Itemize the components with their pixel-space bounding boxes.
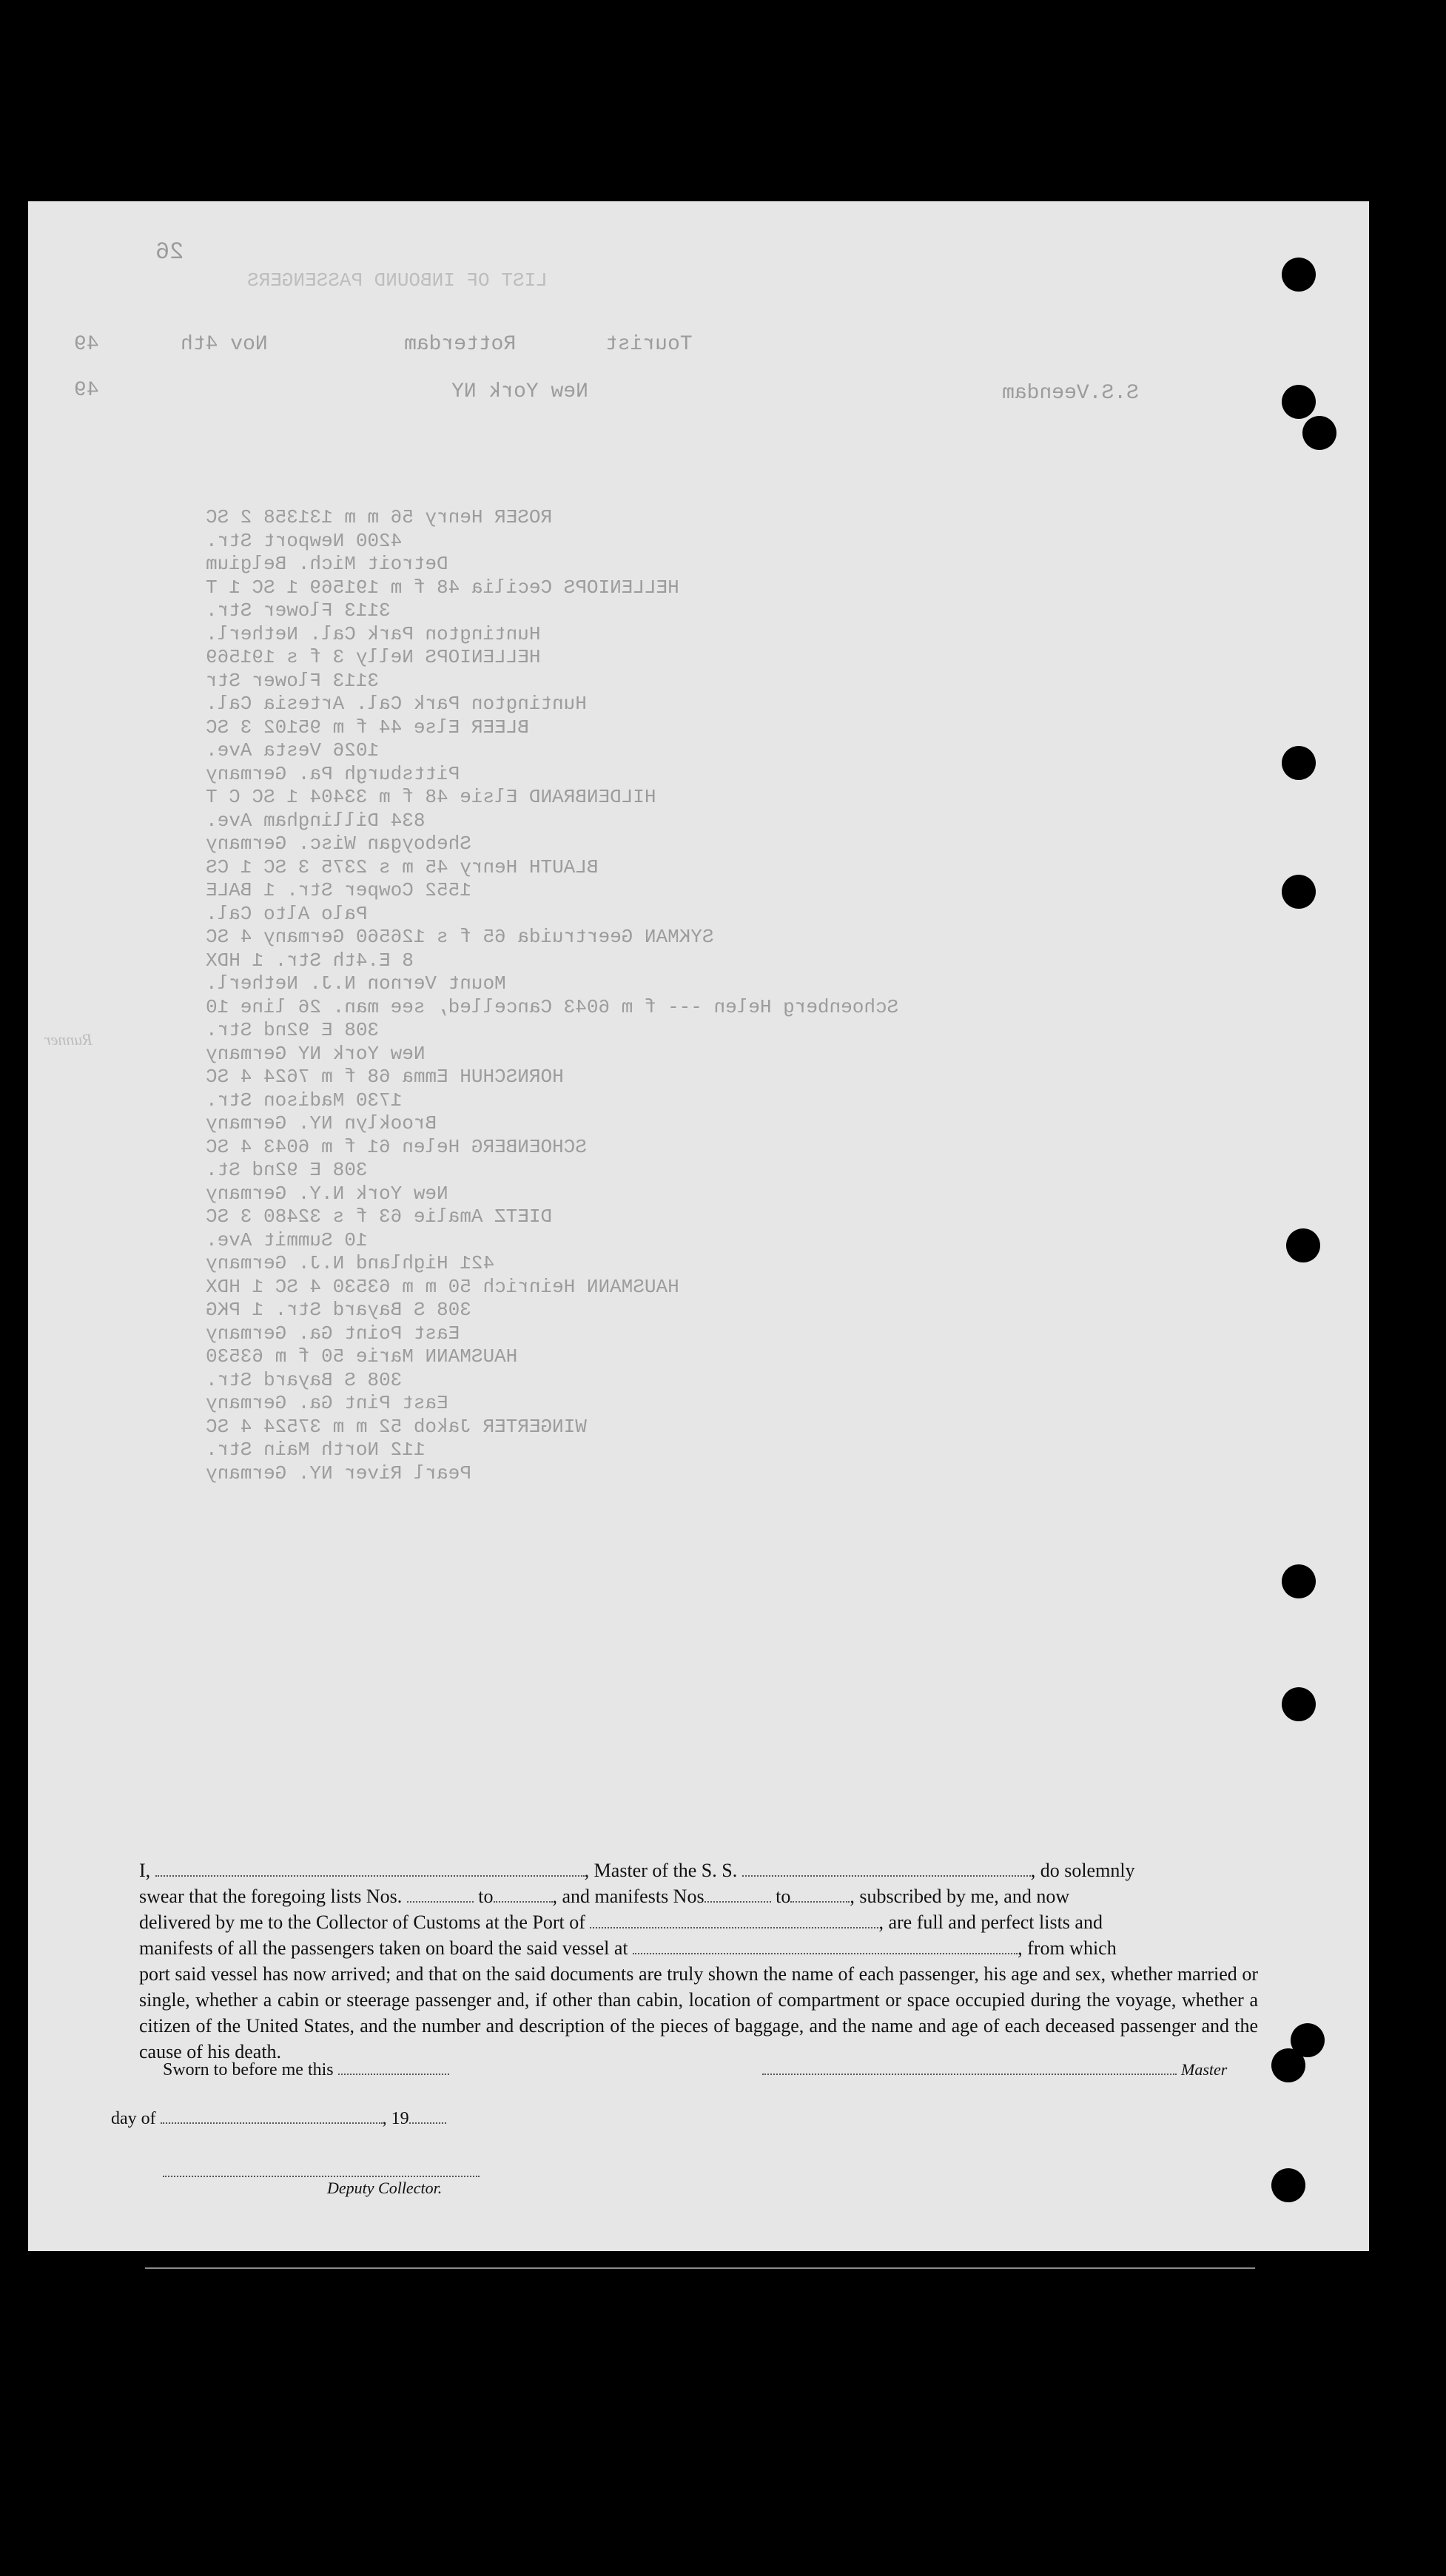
punch-hole	[1282, 875, 1316, 909]
punch-hole	[1302, 416, 1336, 450]
deputy-signature-line	[163, 2176, 480, 2177]
page-number: 26	[155, 238, 184, 266]
punch-hole	[1271, 2048, 1305, 2082]
punch-hole	[1282, 1564, 1316, 1598]
punch-hole	[1271, 2168, 1305, 2202]
passenger-line: HORNSCHUH Emma 68 f m 7624 4 SC	[206, 1066, 564, 1088]
passenger-line: 3113 Flower Str.	[206, 599, 391, 622]
passenger-line: New York NY Germany	[206, 1042, 426, 1065]
deputy-collector-label: Deputy Collector.	[327, 2179, 443, 2197]
punch-hole	[1286, 1228, 1320, 1262]
passenger-line: 834 Dillingham Ave.	[206, 809, 426, 832]
passenger-line: BLEER Else 44 f m 95102 3 SC	[206, 716, 529, 739]
passenger-line: WINGERTER Jakob 52 m m 37524 4 SC	[206, 1415, 587, 1438]
declaration-body: port said vessel has now arrived; and that on the said documents are truly shown the name of each passenger, his age and sex, whether married or single, whether a cabin or steerage passenger and, if other than cabin, location of compartment or space occupied during the voyage, whether a citizen of the United States, and the number and description of the pieces of baggage, and the name and age of each deceased passenger and the cause of his death.	[139, 1963, 1258, 2062]
declaration-line-4: manifests of all the passengers taken on board the said vessel at , from which	[139, 1937, 1117, 1959]
passenger-line: Pittsburgh Pa. Germany	[206, 762, 460, 785]
passenger-line: 3113 Flower Str	[206, 669, 380, 692]
punch-hole	[1282, 1687, 1316, 1721]
passenger-line: 8 E.4th Str. 1 HDX	[206, 949, 414, 972]
passenger-line: 308 E 92nd Str.	[206, 1019, 380, 1041]
passenger-line: Huntington Park Cal. Artesia Cal.	[206, 693, 587, 715]
passenger-line: SCHOENBERG Helen 61 f m 6043 4 SC	[206, 1135, 587, 1158]
bleed-title: LIST OF INBOUND PASSENGERS	[247, 269, 548, 292]
master-signature: Master	[762, 2060, 1227, 2080]
passenger-line: New York N.Y. Germany	[206, 1182, 448, 1205]
passenger-line: Huntington Park Cal. Netherl.	[206, 622, 541, 645]
margin-note: Runner	[44, 1030, 93, 1049]
bleed-year: 49	[74, 333, 99, 356]
bleed-date: Nov 4th	[181, 333, 268, 356]
punch-hole	[1282, 746, 1316, 780]
passenger-line: 1026 Vesta Ave.	[206, 739, 380, 761]
day-of-line: day of , 19	[111, 2109, 446, 2129]
passenger-line: Palo Alto Cal.	[206, 902, 368, 925]
passenger-line: 308 E 92nd St.	[206, 1159, 368, 1181]
passenger-line: 10 Summit Ave.	[206, 1228, 368, 1251]
bleed-port-from: Rotterdam	[404, 333, 517, 356]
passenger-line: Sheboygan Wisc. Germany	[206, 833, 471, 855]
master-declaration	[139, 1857, 1258, 2065]
passenger-line: Schoenberg Helen --- f m 6043 Cancelled, see man. 26 line 10	[206, 995, 899, 1018]
passenger-line: 421 Highland N.J. Germany	[206, 1252, 495, 1274]
manifest-page	[28, 201, 1369, 2251]
passenger-line: 308 S Bayard Str.	[206, 1368, 403, 1391]
passenger-line: ROSER Henry 56 m m 131358 2 SC	[206, 506, 553, 528]
passenger-line: 1552 Cowper Str. 1 BALE	[206, 879, 471, 901]
passenger-line: 1730 Madison Str.	[206, 1089, 403, 1112]
declaration-line-3: delivered by me to the Collector of Customs at the Port of , are full and perfect lists and	[139, 1911, 1103, 1933]
bleed-class: Tourist	[605, 333, 693, 356]
passenger-line: SYKMAN Geertruida 65 f s 126560 Germany 4 SC	[206, 926, 714, 948]
passenger-line: HAUSMANN Marie 50 f m 63530	[206, 1345, 518, 1368]
bleed-arrival-port: New York NY	[451, 380, 588, 403]
passenger-line: HILDENBRAND Elsie 48 f m 33404 1 SC C T	[206, 786, 656, 808]
bleed-year2: 49	[74, 379, 99, 402]
declaration-line-2: swear that the foregoing lists Nos. to , and manifests Nos to , subscribed by me, and now	[139, 1886, 1070, 1907]
bottom-rule	[145, 2267, 1255, 2269]
passenger-line: 112 North Main Str.	[206, 1439, 426, 1461]
passenger-line: 4200 Newport Str.	[206, 529, 403, 552]
passenger-line: BLAUTH Henry 45 m s 2375 3 SC 1 CS	[206, 855, 599, 878]
passenger-line: Detroit Mich. Belgium	[206, 553, 448, 575]
passenger-line: Pearl River NY. Germany	[206, 1462, 471, 1484]
bleed-vessel: S.S.Veendam	[1002, 382, 1139, 405]
punch-hole	[1282, 385, 1316, 419]
passenger-line: 308 S Bayard Str. 1 PKG	[206, 1299, 471, 1321]
passenger-line: Mount Vernon N.J. Netherl.	[206, 972, 506, 995]
passenger-line: HELLENIOPS Nelly 3 f s 191569	[206, 646, 541, 668]
passenger-line: DIETZ Amalie 63 f s 32480 3 SC	[206, 1205, 553, 1228]
passenger-line: East Point Ga. Germany	[206, 1322, 460, 1345]
passenger-line: East Pint Ga. Germany	[206, 1392, 448, 1414]
declaration-line-1: I, , Master of the S. S. , do solemnly	[139, 1860, 1135, 1881]
passenger-line: Brooklyn NY. Germany	[206, 1112, 437, 1134]
punch-hole	[1282, 258, 1316, 292]
sworn-label: Sworn to before me this	[133, 2060, 449, 2080]
passenger-line: HAUSMANN Heinrich 50 m m 63530 4 SC 1 HDX	[206, 1275, 679, 1298]
passenger-line: HELLENIOPS Cecilia 48 f m 191569 1 SC 1 T	[206, 576, 679, 599]
